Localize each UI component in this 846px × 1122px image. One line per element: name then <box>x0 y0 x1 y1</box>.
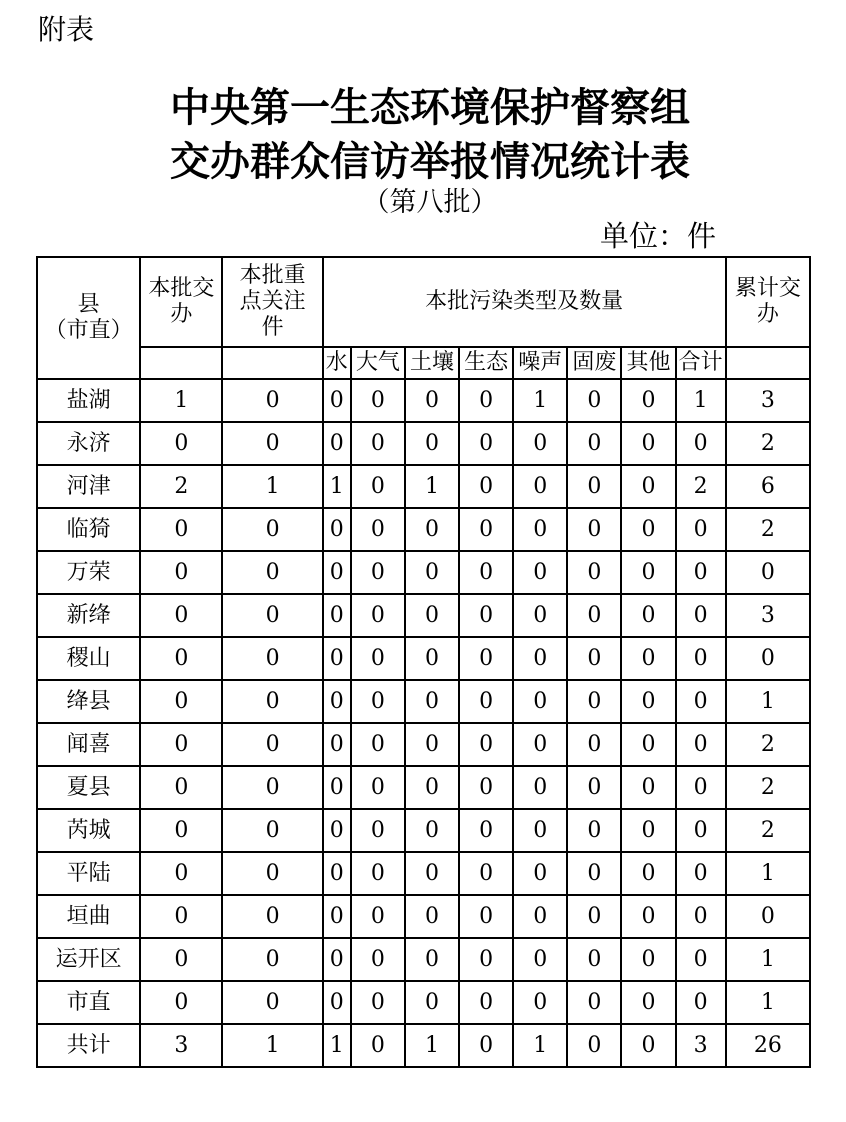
subheader-empty <box>726 347 810 379</box>
value-cell: 0 <box>459 895 513 938</box>
value-cell: 0 <box>621 723 675 766</box>
value-cell: 1 <box>323 465 351 508</box>
value-cell: 0 <box>351 1024 405 1067</box>
value-cell: 0 <box>222 981 322 1024</box>
value-cell: 2 <box>676 465 726 508</box>
table-row <box>37 852 810 895</box>
table-row <box>37 465 810 508</box>
value-cell: 0 <box>323 379 351 422</box>
value-cell: 0 <box>222 508 322 551</box>
value-cell: 6 <box>726 465 810 508</box>
value-cell: 1 <box>140 379 222 422</box>
value-cell: 0 <box>222 379 322 422</box>
value-cell: 0 <box>567 938 621 981</box>
value-cell: 0 <box>567 852 621 895</box>
value-cell: 0 <box>323 594 351 637</box>
value-cell: 0 <box>676 422 726 465</box>
value-cell: 0 <box>140 981 222 1024</box>
value-cell: 2 <box>726 422 810 465</box>
value-cell: 0 <box>513 594 567 637</box>
statistics-table <box>36 256 811 1068</box>
value-cell: 0 <box>351 594 405 637</box>
subheader-subtotal: 合计 <box>676 347 726 379</box>
value-cell: 0 <box>405 852 459 895</box>
value-cell: 0 <box>140 551 222 594</box>
value-cell: 2 <box>726 809 810 852</box>
value-cell: 0 <box>567 594 621 637</box>
table-row <box>37 637 810 680</box>
value-cell: 1 <box>513 379 567 422</box>
value-cell: 0 <box>513 680 567 723</box>
value-cell: 0 <box>351 981 405 1024</box>
value-cell: 0 <box>351 852 405 895</box>
subheader-ecology: 生态 <box>459 347 513 379</box>
table-row <box>37 594 810 637</box>
row-name-cell: 稷山 <box>37 637 140 680</box>
value-cell: 2 <box>726 508 810 551</box>
header-pollution-group: 本批污染类型及数量 <box>323 257 726 347</box>
value-cell: 0 <box>323 809 351 852</box>
value-cell: 0 <box>676 766 726 809</box>
value-cell: 0 <box>621 1024 675 1067</box>
subheader-other: 其他 <box>621 347 675 379</box>
row-name-cell: 盐湖 <box>37 379 140 422</box>
value-cell: 0 <box>405 938 459 981</box>
value-cell: 0 <box>621 379 675 422</box>
value-cell: 0 <box>676 723 726 766</box>
header-key-concern: 本批重点关注件 <box>222 257 322 347</box>
value-cell: 0 <box>351 465 405 508</box>
value-cell: 0 <box>351 422 405 465</box>
subheader-noise: 噪声 <box>513 347 567 379</box>
row-name-cell: 共计 <box>37 1024 140 1067</box>
table-row <box>37 379 810 422</box>
value-cell: 3 <box>726 379 810 422</box>
header-county-line2: （市直） <box>44 318 133 343</box>
header-cumulative: 累计交办 <box>726 257 810 347</box>
value-cell: 2 <box>726 766 810 809</box>
value-cell: 0 <box>567 551 621 594</box>
value-cell: 0 <box>222 895 322 938</box>
value-cell: 0 <box>222 723 322 766</box>
value-cell: 0 <box>405 680 459 723</box>
value-cell: 0 <box>567 508 621 551</box>
value-cell: 0 <box>405 551 459 594</box>
value-cell: 26 <box>726 1024 810 1067</box>
value-cell: 0 <box>405 379 459 422</box>
value-cell: 0 <box>140 508 222 551</box>
value-cell: 0 <box>140 594 222 637</box>
value-cell: 0 <box>676 508 726 551</box>
value-cell: 0 <box>222 551 322 594</box>
value-cell: 0 <box>513 551 567 594</box>
value-cell: 0 <box>222 637 322 680</box>
value-cell: 0 <box>323 852 351 895</box>
value-cell: 0 <box>405 422 459 465</box>
value-cell: 0 <box>405 723 459 766</box>
value-cell: 0 <box>621 422 675 465</box>
value-cell: 0 <box>140 723 222 766</box>
row-name-cell: 绛县 <box>37 680 140 723</box>
value-cell: 0 <box>567 465 621 508</box>
table-row <box>37 551 810 594</box>
value-cell: 0 <box>459 809 513 852</box>
row-name-cell: 闻喜 <box>37 723 140 766</box>
subheader-water: 水 <box>323 347 351 379</box>
value-cell: 3 <box>726 594 810 637</box>
table-row <box>37 723 810 766</box>
table-row <box>37 895 810 938</box>
value-cell: 0 <box>140 895 222 938</box>
value-cell: 0 <box>621 680 675 723</box>
title-line-1: 中央第一生态环境保护督察组 <box>170 84 690 131</box>
value-cell: 0 <box>459 680 513 723</box>
value-cell: 0 <box>567 680 621 723</box>
value-cell: 0 <box>621 895 675 938</box>
value-cell: 0 <box>513 938 567 981</box>
value-cell: 0 <box>513 895 567 938</box>
value-cell: 0 <box>676 637 726 680</box>
value-cell: 0 <box>621 938 675 981</box>
value-cell: 3 <box>140 1024 222 1067</box>
value-cell: 0 <box>140 637 222 680</box>
value-cell: 0 <box>323 508 351 551</box>
value-cell: 0 <box>222 594 322 637</box>
value-cell: 0 <box>351 637 405 680</box>
value-cell: 0 <box>621 551 675 594</box>
value-cell: 0 <box>323 766 351 809</box>
value-cell: 0 <box>567 895 621 938</box>
value-cell: 0 <box>459 766 513 809</box>
value-cell: 0 <box>140 809 222 852</box>
value-cell: 0 <box>405 637 459 680</box>
row-name-cell: 市直 <box>37 981 140 1024</box>
value-cell: 0 <box>676 594 726 637</box>
value-cell: 0 <box>323 637 351 680</box>
subheader-empty <box>222 347 322 379</box>
value-cell: 0 <box>513 809 567 852</box>
subheader-empty <box>140 347 222 379</box>
value-cell: 0 <box>323 938 351 981</box>
value-cell: 0 <box>222 680 322 723</box>
value-cell: 1 <box>323 1024 351 1067</box>
value-cell: 1 <box>405 465 459 508</box>
row-name-cell: 平陆 <box>37 852 140 895</box>
value-cell: 0 <box>676 551 726 594</box>
value-cell: 0 <box>621 637 675 680</box>
value-cell: 0 <box>621 508 675 551</box>
value-cell: 0 <box>513 508 567 551</box>
value-cell: 1 <box>726 981 810 1024</box>
value-cell: 0 <box>323 981 351 1024</box>
value-cell: 0 <box>567 422 621 465</box>
value-cell: 0 <box>405 766 459 809</box>
value-cell: 0 <box>222 766 322 809</box>
value-cell: 0 <box>676 938 726 981</box>
value-cell: 0 <box>567 809 621 852</box>
value-cell: 0 <box>222 938 322 981</box>
value-cell: 0 <box>513 723 567 766</box>
table-row <box>37 1024 810 1067</box>
value-cell: 0 <box>323 680 351 723</box>
value-cell: 0 <box>726 637 810 680</box>
value-cell: 0 <box>323 551 351 594</box>
value-cell: 0 <box>726 895 810 938</box>
header-batch-assigned: 本批交办 <box>140 257 222 347</box>
table-row <box>37 422 810 465</box>
row-name-cell: 新绛 <box>37 594 140 637</box>
value-cell: 0 <box>676 809 726 852</box>
value-cell: 1 <box>222 1024 322 1067</box>
value-cell: 0 <box>351 551 405 594</box>
value-cell: 0 <box>351 723 405 766</box>
value-cell: 0 <box>513 852 567 895</box>
value-cell: 0 <box>222 422 322 465</box>
row-name-cell: 永济 <box>37 422 140 465</box>
table-row <box>37 508 810 551</box>
table-row <box>37 938 810 981</box>
value-cell: 1 <box>222 465 322 508</box>
value-cell: 0 <box>459 379 513 422</box>
header-county-line1: 县 <box>77 292 100 317</box>
value-cell: 0 <box>726 551 810 594</box>
value-cell: 1 <box>513 1024 567 1067</box>
value-cell: 0 <box>567 723 621 766</box>
value-cell: 0 <box>676 981 726 1024</box>
value-cell: 0 <box>140 938 222 981</box>
value-cell: 0 <box>567 981 621 1024</box>
value-cell: 0 <box>405 895 459 938</box>
value-cell: 0 <box>140 422 222 465</box>
value-cell: 0 <box>323 895 351 938</box>
value-cell: 0 <box>459 852 513 895</box>
value-cell: 0 <box>513 637 567 680</box>
value-cell: 0 <box>351 895 405 938</box>
value-cell: 1 <box>405 1024 459 1067</box>
value-cell: 2 <box>726 723 810 766</box>
value-cell: 0 <box>351 938 405 981</box>
value-cell: 0 <box>351 379 405 422</box>
value-cell: 0 <box>405 809 459 852</box>
table-row <box>37 766 810 809</box>
header-row <box>37 257 810 347</box>
value-cell: 0 <box>459 594 513 637</box>
value-cell: 0 <box>459 637 513 680</box>
value-cell: 1 <box>726 852 810 895</box>
appendix-label: 附表 <box>38 13 95 46</box>
value-cell: 0 <box>676 852 726 895</box>
row-name-cell: 临猗 <box>37 508 140 551</box>
row-name-cell: 运开区 <box>37 938 140 981</box>
table-body <box>37 257 810 1067</box>
value-cell: 0 <box>140 766 222 809</box>
value-cell: 0 <box>621 594 675 637</box>
value-cell: 0 <box>351 680 405 723</box>
value-cell: 0 <box>676 680 726 723</box>
value-cell: 0 <box>513 981 567 1024</box>
value-cell: 0 <box>459 551 513 594</box>
value-cell: 0 <box>459 938 513 981</box>
value-cell: 0 <box>567 1024 621 1067</box>
value-cell: 0 <box>222 852 322 895</box>
value-cell: 0 <box>459 508 513 551</box>
subheader-row <box>37 347 810 379</box>
value-cell: 0 <box>513 766 567 809</box>
table-row <box>37 809 810 852</box>
value-cell: 0 <box>621 852 675 895</box>
table-row <box>37 981 810 1024</box>
value-cell: 1 <box>726 680 810 723</box>
value-cell: 0 <box>621 809 675 852</box>
value-cell: 0 <box>323 723 351 766</box>
row-name-cell: 垣曲 <box>37 895 140 938</box>
value-cell: 0 <box>621 766 675 809</box>
unit-label: 单位：件 <box>600 219 717 253</box>
value-cell: 0 <box>459 981 513 1024</box>
header-county <box>37 257 140 379</box>
subheader-soil: 土壤 <box>405 347 459 379</box>
subheader-air: 大气 <box>351 347 405 379</box>
value-cell: 0 <box>459 1024 513 1067</box>
row-name-cell: 河津 <box>37 465 140 508</box>
table-row <box>37 680 810 723</box>
title-line-2: 交办群众信访举报情况统计表 <box>170 138 690 185</box>
value-cell: 0 <box>459 422 513 465</box>
value-cell: 0 <box>513 465 567 508</box>
value-cell: 2 <box>140 465 222 508</box>
batch-label: （第八批） <box>362 187 498 218</box>
value-cell: 0 <box>621 981 675 1024</box>
value-cell: 0 <box>459 723 513 766</box>
value-cell: 0 <box>323 422 351 465</box>
value-cell: 0 <box>459 465 513 508</box>
value-cell: 1 <box>726 938 810 981</box>
value-cell: 3 <box>676 1024 726 1067</box>
value-cell: 0 <box>222 809 322 852</box>
value-cell: 1 <box>676 379 726 422</box>
value-cell: 0 <box>513 422 567 465</box>
row-name-cell: 万荣 <box>37 551 140 594</box>
value-cell: 0 <box>351 766 405 809</box>
value-cell: 0 <box>567 637 621 680</box>
value-cell: 0 <box>405 981 459 1024</box>
value-cell: 0 <box>405 508 459 551</box>
value-cell: 0 <box>351 508 405 551</box>
value-cell: 0 <box>140 680 222 723</box>
value-cell: 0 <box>567 379 621 422</box>
value-cell: 0 <box>140 852 222 895</box>
value-cell: 0 <box>351 809 405 852</box>
subheader-solid-waste: 固废 <box>567 347 621 379</box>
value-cell: 0 <box>567 766 621 809</box>
value-cell: 0 <box>405 594 459 637</box>
row-name-cell: 芮城 <box>37 809 140 852</box>
row-name-cell: 夏县 <box>37 766 140 809</box>
value-cell: 0 <box>676 895 726 938</box>
value-cell: 0 <box>621 465 675 508</box>
